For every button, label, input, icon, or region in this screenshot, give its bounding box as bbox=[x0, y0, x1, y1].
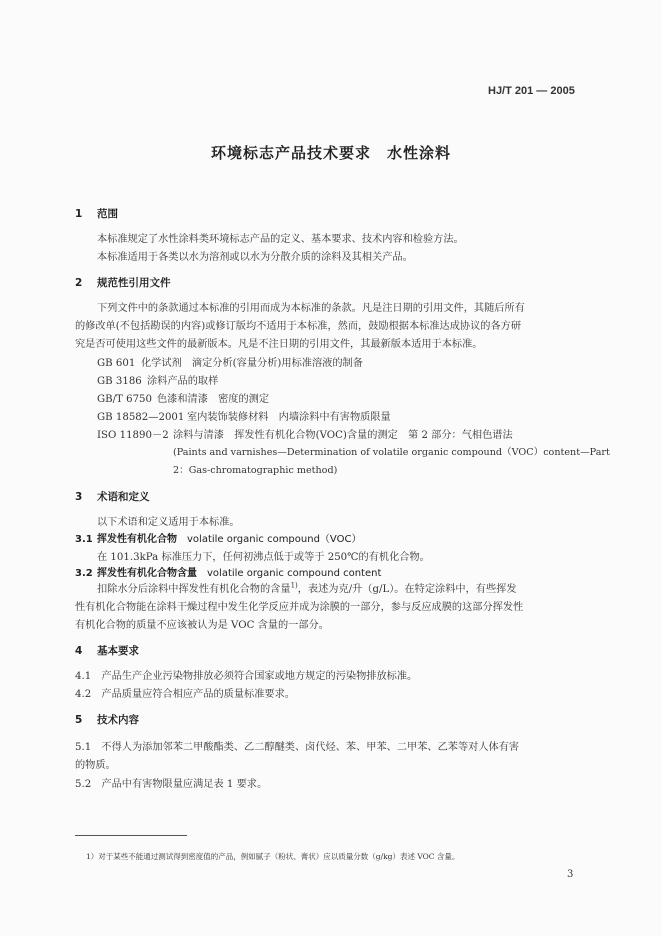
standard-number: HJ/T 201 — 2005 bbox=[488, 85, 575, 97]
reference-code: GB/T 6750 bbox=[97, 394, 153, 405]
term-number: 3.2 bbox=[75, 568, 93, 579]
page-number: 3 bbox=[567, 869, 574, 880]
reference-item bbox=[97, 408, 391, 423]
section-2-number: 2 bbox=[75, 277, 83, 289]
reference-code: GB 18582—2001 bbox=[97, 412, 185, 423]
section-1-paragraph-1: 本标准规定了水性涂料类环境标志产品的定义、基本要求、技术内容和检验方法。 bbox=[97, 234, 464, 245]
section-3-intro: 以下术语和定义适用于本标准。 bbox=[97, 517, 240, 528]
footnote: 1）对于某些不能通过测试得到密度值的产品，例如腻子（粉状、膏状）应以质量分数（g/kg）表述 VOC 含量。 bbox=[86, 852, 460, 861]
section-2-title: 规范性引用文件 bbox=[97, 277, 171, 289]
term-3-2-heading bbox=[75, 564, 381, 579]
section-5-heading bbox=[75, 712, 139, 727]
section-5-title: 技术内容 bbox=[97, 714, 139, 726]
section-3-number: 3 bbox=[75, 491, 83, 503]
reference-title: 涂料产品的取样 bbox=[147, 376, 219, 387]
section-4-title: 基本要求 bbox=[97, 645, 139, 657]
section-5-item-1: 5.1 不得人为添加邻苯二甲酸酯类、乙二醇醚类、卤代烃、苯、甲苯、二甲苯、乙苯等对人体有害 bbox=[75, 742, 520, 753]
reference-item-iso bbox=[97, 426, 513, 441]
section-5-item-2: 5.2 产品中有害物限量应满足表 1 要求。 bbox=[75, 779, 268, 790]
footnote-divider bbox=[75, 835, 187, 836]
section-4-item-2: 4.2 产品质量应符合相应产品的质量标准要求。 bbox=[75, 689, 295, 700]
section-1-title: 范围 bbox=[97, 208, 118, 220]
section-4-item-1: 4.1 产品生产企业污染物排放必须符合国家或地方规定的污染物排放标准。 bbox=[75, 671, 418, 682]
document-title: 环境标志产品技术要求 水性涂料 bbox=[210, 144, 451, 162]
section-3-title: 术语和定义 bbox=[97, 491, 150, 503]
reference-title-continued: 2：Gas-chromatographic method) bbox=[173, 465, 338, 476]
definition-text: 扣除水分后涂料中挥发性有机化合物的含量 bbox=[97, 584, 291, 595]
reference-item bbox=[97, 372, 218, 387]
section-2-heading bbox=[75, 275, 171, 290]
reference-title: 室内装饰装修材料 内墙涂料中有害物质限量 bbox=[187, 412, 391, 423]
reference-code: GB 601 bbox=[97, 358, 136, 369]
term-number: 3.1 bbox=[75, 534, 93, 545]
definition-text: ，表述为克/升（g/L）。在特定涂料中，有些挥发 bbox=[297, 584, 517, 595]
term-chinese: 挥发性有机化合物 bbox=[97, 534, 177, 545]
reference-code: ISO 11890－2 bbox=[97, 430, 169, 441]
term-3-2-definition-line bbox=[97, 580, 517, 595]
term-3-2-definition-line: 性有机化合物能在涂料干燥过程中发生化学反应并成为涂膜的一部分，参与反应成膜的这部分挥发性 bbox=[75, 602, 524, 613]
section-3-heading bbox=[75, 489, 150, 504]
term-3-1-definition: 在 101.3kPa 标准压力下，任何初沸点低于或等于 250℃的有机化合物。 bbox=[97, 552, 430, 563]
reference-code: GB 3186 bbox=[97, 376, 142, 387]
section-5-number: 5 bbox=[75, 714, 83, 726]
reference-title: 色漆和清漆 密度的测定 bbox=[157, 394, 270, 405]
reference-item bbox=[97, 354, 363, 369]
section-1-heading bbox=[75, 206, 118, 221]
section-2-paragraph-line: 下列文件中的条款通过本标准的引用而成为本标准的条款。凡是注日期的引用文件，其随后所有 bbox=[97, 303, 525, 314]
term-chinese: 挥发性有机化合物含量 bbox=[97, 568, 197, 579]
reference-item bbox=[97, 390, 269, 405]
section-4-heading bbox=[75, 643, 139, 658]
term-3-2-definition-line: 有机化合物的质量不应该被认为是 VOC 含量的一部分。 bbox=[75, 620, 329, 631]
reference-title-continued: (Paints and varnishes—Determination of volatile organic compound（VOC）content—Part bbox=[173, 447, 610, 458]
section-4-number: 4 bbox=[75, 645, 83, 657]
term-3-1-heading bbox=[75, 530, 361, 545]
term-english: volatile organic compound（VOC） bbox=[187, 534, 362, 545]
reference-title: 涂料与清漆 挥发性有机化合物(VOC)含量的测定 第 2 部分：气相色谱法 bbox=[173, 430, 513, 441]
footnote-marker[interactable]: 1) bbox=[290, 581, 298, 590]
section-2-paragraph-line: 的修改单(不包括勘误的内容)或修订版均不适用于本标准，然而，鼓励根据本标准达成协议的各方研 bbox=[75, 321, 522, 332]
section-2-paragraph-line: 究是否可使用这些文件的最新版本。凡是不注日期的引用文件，其最新版本适用于本标准。 bbox=[75, 339, 483, 350]
section-1-number: 1 bbox=[75, 208, 83, 220]
term-english: volatile organic compound content bbox=[207, 568, 382, 579]
section-5-item-1-continued: 的物质。 bbox=[75, 760, 116, 771]
section-1-paragraph-2: 本标准适用于各类以水为溶剂或以水为分散介质的涂料及其相关产品。 bbox=[97, 252, 413, 263]
reference-title: 化学试剂 滴定分析(容量分析)用标准溶液的制备 bbox=[141, 358, 363, 369]
